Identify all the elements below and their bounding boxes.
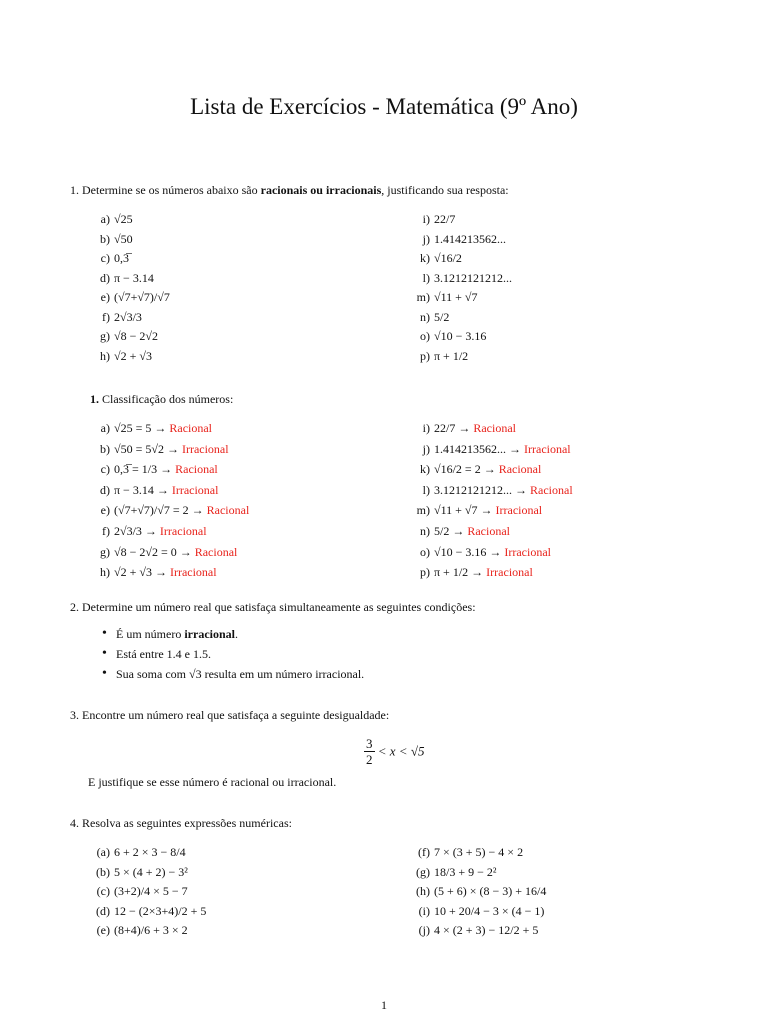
item-label: i) (422, 212, 430, 226)
list-item (76, 459, 218, 479)
list-item (396, 500, 542, 520)
inequality-rest: < x < √5 (377, 743, 425, 759)
list-item (396, 439, 571, 459)
item-label: k) (420, 251, 430, 265)
item-expression: 22/7 (434, 212, 456, 226)
classification-result: Racional (194, 544, 238, 559)
question-number: 4. (70, 816, 79, 830)
question-text: Determine se os números abaixo são (82, 183, 261, 197)
item-expression: π − 3.14 → (114, 482, 169, 497)
list-item (76, 326, 158, 346)
item-expression: 10 + 20/4 − 3 × (4 − 1) (434, 903, 545, 918)
item-label: (a) (96, 845, 110, 859)
item-expression: √11 + √7 (434, 290, 478, 304)
classification-result: Irracional (524, 441, 571, 456)
item-label: n) (420, 524, 430, 538)
item-expression: √8 − 2√2 = 0 → (114, 544, 192, 559)
list-item (396, 521, 510, 541)
item-expression: (3+2)/4 × 5 − 7 (114, 884, 188, 898)
item-label: c) (100, 251, 110, 265)
item-label: e) (100, 290, 110, 304)
classification-text: Classificação dos números: (102, 392, 234, 406)
item-expression: √2 + √3 (114, 348, 152, 363)
item-label: a) (100, 212, 110, 226)
list-item (396, 346, 468, 366)
list-item (76, 346, 152, 366)
list-item (396, 229, 506, 249)
item-expression: (√7+√7)/√7 (114, 290, 170, 304)
item-expression: 2√3/3 → (114, 524, 157, 538)
item-expression: 0,3̅ = 1/3 → (114, 462, 173, 477)
item-expression: √2 + √3 → (114, 565, 167, 580)
item-label: i) (422, 421, 430, 435)
inequality-fraction (364, 736, 375, 767)
list-item (396, 542, 551, 562)
classification-result: Irracional (171, 482, 219, 497)
item-label: l) (422, 270, 430, 285)
item-expression: 5 × (4 + 2) − 3² (114, 864, 188, 879)
question-3-followup: E justifique se esse número é racional ou irracional. (88, 775, 337, 789)
list-item (390, 842, 523, 862)
classification-result: Irracional (495, 503, 543, 518)
classification-result: Irracional (169, 565, 217, 580)
question-4-prompt (70, 816, 292, 831)
item-expression: 6 + 2 × 3 − 8/4 (114, 845, 186, 859)
item-expression: √11 + √7 → (434, 503, 493, 518)
item-label: l) (422, 482, 430, 497)
item-expression: √25 = 5 → (114, 421, 167, 435)
item-label: m) (416, 503, 430, 518)
item-label: b) (100, 441, 110, 456)
question-1-prompt (70, 183, 509, 198)
list-item (396, 562, 533, 582)
bullet-item (116, 647, 211, 662)
question-text-bold: racionais ou irracionais (260, 183, 382, 197)
list-item (396, 307, 449, 327)
item-label: g) (100, 329, 110, 343)
item-label: d) (100, 482, 110, 497)
item-label: p) (420, 565, 430, 580)
item-label: c) (100, 462, 110, 477)
bullet-bold-text: irracional (184, 627, 235, 641)
question-number: 1. (70, 183, 79, 197)
item-label: o) (420, 544, 430, 559)
question-text: Encontre um número real que satisfaça a seguinte desigualdade: (82, 708, 390, 722)
item-expression: 0,3̅ (114, 251, 129, 265)
page-title: Lista de Exercícios - Matemática (9º Ano) (190, 94, 578, 119)
classification-result: Irracional (504, 544, 551, 559)
list-item (70, 920, 188, 940)
classification-result: Irracional (181, 441, 229, 456)
list-item (396, 209, 455, 229)
classification-result: Irracional (159, 524, 207, 538)
item-expression: √16/2 = 2 → (434, 462, 496, 477)
item-label: f) (102, 309, 110, 324)
list-item (76, 268, 154, 288)
item-label: e) (100, 503, 110, 518)
item-label: j) (422, 231, 430, 246)
classification-result: Racional (473, 421, 516, 435)
item-expression: √50 = 5√2 → (114, 441, 179, 456)
list-item (396, 459, 541, 479)
classification-number: 1. (90, 392, 99, 406)
bullet-item (116, 667, 364, 682)
item-expression: 5/2 (434, 309, 450, 324)
question-3-prompt (70, 708, 389, 723)
list-item (70, 862, 188, 882)
list-item (70, 901, 206, 921)
bullet-text: Sua soma com √3 resulta em um número irracional. (116, 667, 365, 681)
item-label: h) (100, 565, 110, 580)
item-label: (d) (96, 903, 110, 918)
item-expression: π + 1/2 (434, 348, 469, 363)
list-item (76, 229, 133, 249)
item-label: b) (100, 231, 110, 246)
list-item (396, 418, 516, 438)
list-item (76, 307, 142, 327)
list-item (76, 209, 133, 229)
list-item (76, 287, 170, 307)
list-item (396, 248, 462, 268)
item-expression: √10 − 3.16 → (434, 544, 502, 559)
item-label: n) (420, 309, 430, 324)
item-label: k) (420, 462, 430, 477)
inequality (364, 736, 424, 767)
question-text: Resolva as seguintes expressões numéricas: (82, 816, 292, 830)
item-label: m) (416, 290, 430, 304)
item-expression: 1.414213562... (434, 231, 506, 246)
item-expression: 4 × (2 + 3) − 12/2 + 5 (434, 923, 539, 937)
bullet-text: É um número (116, 627, 185, 641)
item-expression: 22/7 → (434, 421, 471, 435)
bullet-text-end: . (234, 627, 238, 641)
list-item (396, 287, 478, 307)
list-item (396, 268, 512, 288)
item-expression: (8+4)/6 + 3 × 2 (114, 923, 188, 937)
classification-result: Racional (206, 503, 250, 518)
item-expression: 7 × (3 + 5) − 4 × 2 (434, 845, 524, 859)
item-label: (c) (96, 884, 110, 898)
question-number: 3. (70, 708, 79, 722)
bullet-text: Está entre 1.4 e 1.5. (116, 647, 211, 661)
item-expression: π + 1/2 → (434, 565, 484, 580)
classification-result: Racional (175, 462, 218, 477)
item-expression: 5/2 → (434, 524, 465, 538)
item-label: h) (100, 348, 110, 363)
list-item (390, 920, 538, 940)
item-expression: √50 (114, 231, 133, 246)
classification-result: Racional (169, 421, 213, 435)
list-item (390, 862, 496, 882)
list-item (396, 326, 486, 346)
item-expression: √10 − 3.16 (434, 329, 487, 343)
question-text-end: , justificando sua resposta: (381, 183, 509, 197)
classification-heading (90, 392, 233, 407)
list-item (76, 521, 207, 541)
item-label: (h) (416, 884, 430, 898)
classification-result: Irracional (486, 565, 533, 580)
item-label: (f) (418, 845, 430, 859)
item-expression: 3.1212121212... (434, 270, 512, 285)
question-text: Determine um número real que satisfaça simultaneamente as seguintes condições: (82, 600, 476, 614)
item-expression: 1.414213562... → (434, 441, 521, 456)
item-label: (b) (96, 864, 110, 879)
item-label: (i) (418, 903, 430, 918)
list-item (76, 562, 217, 582)
item-label: p) (420, 348, 430, 363)
item-label: j) (422, 441, 430, 456)
fraction-denominator: 2 (366, 752, 373, 767)
item-expression: √8 − 2√2 (114, 329, 158, 343)
list-item (70, 881, 188, 901)
list-item (76, 248, 129, 268)
item-expression: 18/3 + 9 − 2² (434, 864, 497, 879)
list-item (396, 480, 573, 500)
item-label: (e) (96, 923, 110, 937)
question-2-prompt (70, 600, 476, 615)
item-expression: 3.1212121212... → (434, 482, 527, 497)
item-label: (j) (418, 923, 430, 937)
classification-result: Racional (467, 524, 510, 538)
question-number: 2. (70, 600, 79, 614)
list-item (76, 480, 218, 500)
item-expression: (√7+√7)/√7 = 2 → (114, 503, 204, 518)
classification-result: Racional (530, 482, 573, 497)
list-item (76, 542, 237, 562)
item-expression: 12 − (2×3+4)/2 + 5 (114, 903, 207, 918)
item-expression: √16/2 (434, 251, 462, 265)
item-label: o) (420, 329, 430, 343)
item-label: d) (100, 270, 110, 285)
item-label: g) (100, 544, 110, 559)
item-expression: √25 (114, 212, 133, 226)
list-item (76, 500, 249, 520)
item-expression: (5 + 6) × (8 − 3) + 16/4 (434, 884, 547, 898)
item-label: (g) (416, 864, 430, 879)
page-number: 1 (381, 998, 387, 1012)
list-item (390, 881, 546, 901)
classification-result: Racional (498, 462, 542, 477)
item-expression: π − 3.14 (114, 270, 154, 285)
item-label: f) (102, 524, 110, 538)
fraction-numerator: 3 (366, 736, 373, 751)
item-label: a) (100, 421, 110, 435)
list-item (70, 842, 186, 862)
list-item (76, 418, 212, 438)
item-expression: 2√3/3 (114, 309, 142, 324)
bullet-item (116, 627, 238, 642)
list-item (390, 901, 544, 921)
list-item (76, 439, 229, 459)
